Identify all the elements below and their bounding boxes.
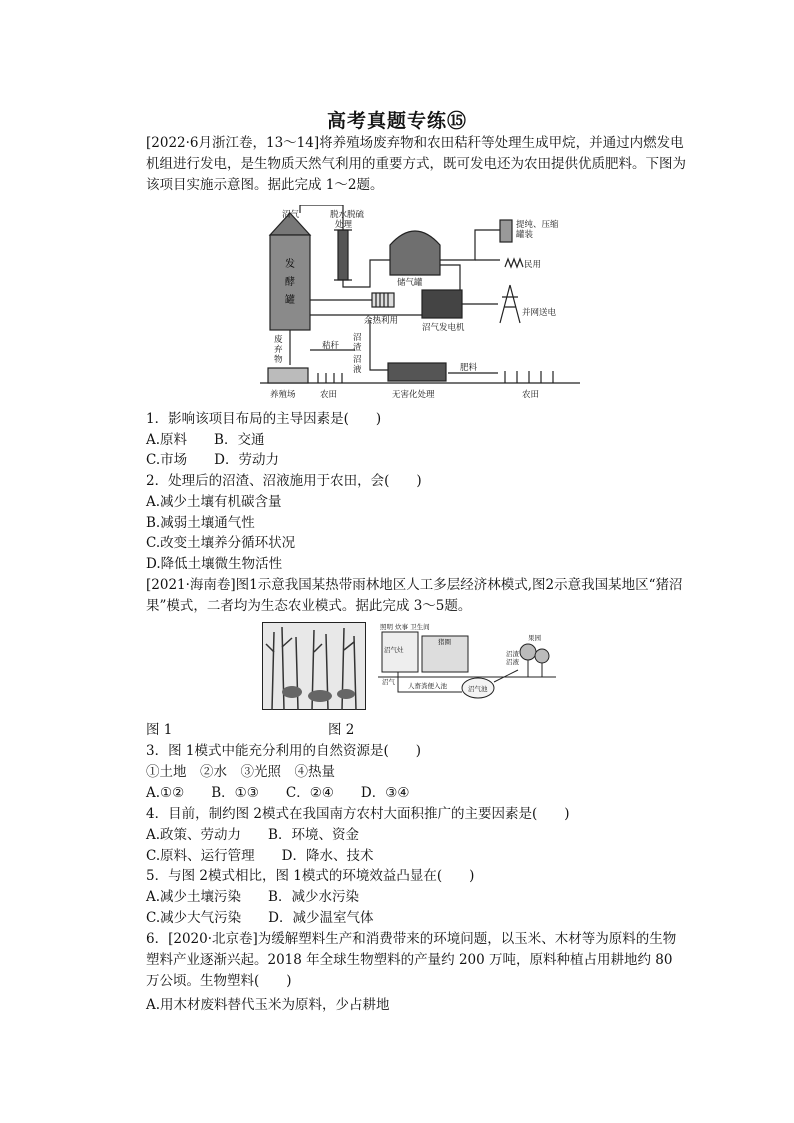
label-purify-2: 罐装 (516, 230, 534, 240)
label-dehydration: 脱水脱硫 (330, 210, 365, 220)
fig2-label-pit: 人畜粪便入池 (408, 682, 447, 690)
label-treatment: 处理 (335, 220, 353, 230)
label-harmless: 无害化处理 (392, 390, 435, 400)
intro-paragraph-2: [2021·海南卷]图1示意我国某热带雨林地区人工多层经济林模式,图2示意我国某地区“猪沼果”模式，二者均为生态农业模式。据此完成 3～5题。 (146, 577, 683, 614)
figure-2-pig-biogas-fruit-diagram (378, 622, 556, 710)
question-1: 1．影响该项目布局的主导因素是( ) (146, 411, 382, 427)
fig2-label-biogas: 沼气 (382, 678, 395, 686)
question-3-options: A.①② B．①③ C．②④ D．③④ (146, 785, 410, 801)
fig2-label-lighting: 照明 炊事 卫生间 (380, 623, 430, 631)
label-purify-1: 提纯、压缩 (516, 220, 559, 230)
label-residue-char-1: 沼 (353, 333, 362, 343)
question-5: 5．与图 2模式相比，图 1模式的环境效益凸显在( ) (146, 868, 475, 884)
figure-2-caption: 图 2 (328, 722, 355, 738)
question-2-option-c: C.改变土壤养分循环状况 (146, 535, 296, 551)
label-biogas: 沼气 (282, 210, 300, 220)
question-1-options-cd: C.市场 D．劳动力 (146, 452, 279, 468)
figure-1-forest-image (262, 622, 366, 710)
fig2-label-residue: 沼渣 (506, 650, 519, 658)
label-tank-char-3: 罐 (285, 295, 295, 306)
intro-paragraph-1: [2022·6月浙江卷，13～14]将养殖场废弃物和农田秸秆等处理生成甲烷，并通过内燃发电机组进行发电，是生物质天然气利用的重要方式，既可发电还为农田提供优质肥料。下图为该项目实施示意图。据此完成 1～2题。 (146, 135, 686, 193)
label-residue-char-2: 渣 (353, 343, 362, 353)
page-title: 高考真题专练⑮ (326, 110, 467, 132)
question-2-option-b: B.减弱土壤通气性 (146, 515, 255, 531)
label-liquid-char-1: 沼 (353, 355, 362, 365)
question-6: 6．[2020·北京卷]为缓解塑料生产和消费带来的环境问题，以玉米、木材等为原料的生物塑料产业逐渐兴起。2018 年全球生物塑料的产量约 200 万吨，原料种植占用耕地约 80 万公顷。生物塑料( ) (146, 931, 677, 989)
fig2-label-cooker: 沼气灶 (384, 646, 404, 654)
question-2-option-d: D.降低土壤微生物活性 (146, 556, 283, 572)
question-5-options-ab: A.减少土壤污染 B．减少水污染 (146, 889, 359, 905)
question-5-options-cd: C.减少大气污染 D．减少温室气体 (146, 910, 374, 926)
question-3-items: ①土地 ②水 ③光照 ④热量 (146, 764, 335, 780)
fig2-label-pigpen: 猪圈 (438, 638, 451, 646)
label-civil: 民用 (524, 260, 542, 270)
question-6-option-a: A.用木材废料替代玉米为原料，少占耕地 (146, 997, 390, 1013)
label-liquid-char-2: 液 (353, 365, 362, 375)
label-farm: 养殖场 (270, 390, 296, 400)
label-grid: 并网送电 (522, 308, 557, 318)
label-field-2: 农田 (522, 390, 540, 400)
question-4: 4．目前，制约图 2模式在我国南方农村大面积推广的主要因素是( ) (146, 806, 570, 822)
fig2-label-digester: 沼气池 (468, 685, 488, 693)
question-2-option-a: A.减少土壤有机碳含量 (146, 494, 282, 510)
label-generator: 沼气发电机 (422, 323, 465, 333)
biogas-project-diagram (260, 205, 580, 400)
figure-1-caption: 图 1 (146, 722, 173, 738)
question-2: 2．处理后的沼渣、沼液施用于农田，会( ) (146, 473, 422, 489)
question-4-options-cd: C.原料、运行管理 D．降水、技术 (146, 848, 374, 864)
label-tank-char-1: 发 (285, 259, 295, 270)
label-waste-heat: 余热利用 (364, 316, 399, 326)
fig2-label-liquid: 沼液 (506, 658, 519, 666)
label-waste-char-2: 弃 (274, 345, 283, 355)
label-storage: 储气罐 (397, 278, 423, 288)
label-waste-char-1: 废 (274, 335, 283, 345)
fig2-label-orchard: 果园 (528, 634, 541, 642)
question-4-options-ab: A.政策、劳动力 B．环境、资金 (146, 827, 359, 843)
question-3: 3．图 1模式中能充分利用的自然资源是( ) (146, 743, 422, 759)
label-straw: 秸秆 (322, 341, 340, 351)
label-waste-char-3: 物 (274, 355, 283, 365)
question-1-options-ab: A.原料 B．交通 (146, 432, 265, 448)
label-fertilizer: 肥料 (460, 363, 478, 373)
label-tank-char-2: 酵 (285, 277, 295, 288)
label-field-1: 农田 (320, 390, 338, 400)
